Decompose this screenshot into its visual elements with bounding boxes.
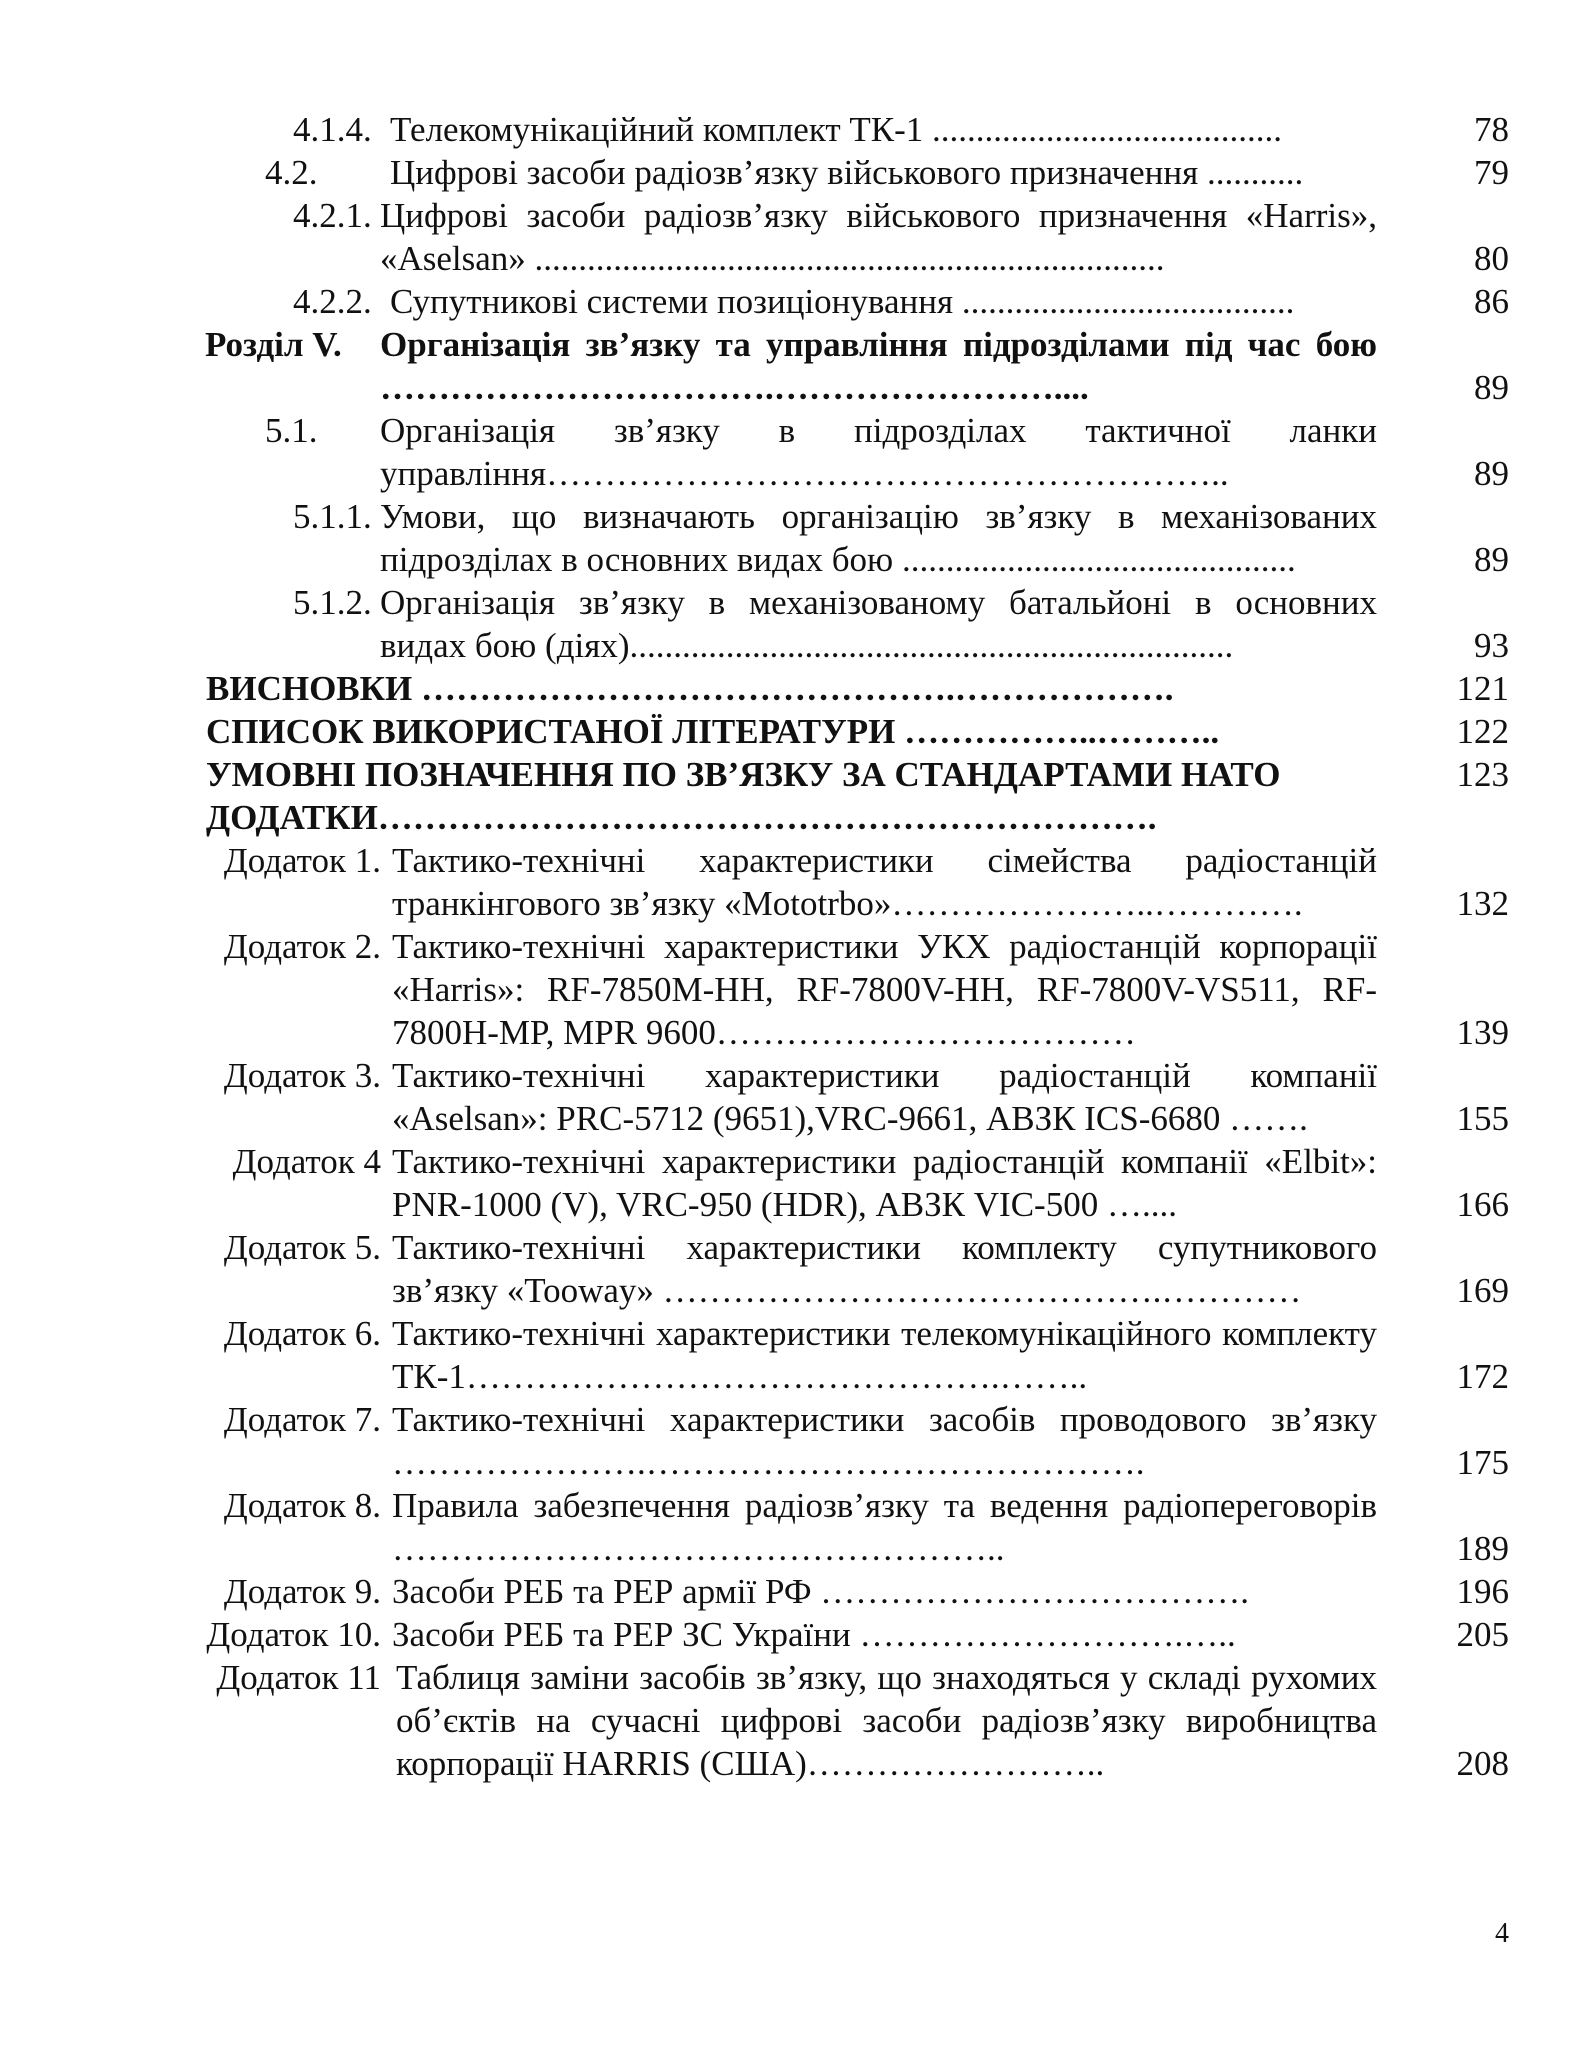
toc-entry-references xyxy=(0,710,1593,753)
toc-entry-number: Додаток 11 xyxy=(216,1658,381,1697)
toc-appendix-9 xyxy=(0,1570,1593,1613)
toc-appendix-10 xyxy=(0,1613,1593,1656)
toc-entry-title: Засоби РЕБ та РЕР ЗС України ……………………….….. xyxy=(392,1615,1236,1654)
toc-entry-number: 4.2.2. xyxy=(293,282,372,321)
toc-entry-title: Організація зв’язку та управління підрозділами під час бою …………………………….…………………….... xyxy=(380,325,1377,407)
page-number: 4 xyxy=(1495,1918,1509,1949)
toc-entry-page: 93 xyxy=(1474,626,1509,665)
toc-entry-page: 169 xyxy=(1456,1271,1509,1310)
toc-entry-title: Тактико-технічні характеристики УКХ радіостанцій корпорації «Harris»: RF-7850M-HH, RF-7800V-HH, RF-7800V-VS511, RF-7800H-MP, MPR 9600……………………………… xyxy=(392,927,1377,1052)
table-of-contents xyxy=(0,108,1593,1785)
toc-entry-page: 80 xyxy=(1474,239,1509,278)
toc-appendix-8 xyxy=(0,1484,1593,1570)
toc-entry-number: 5.1. xyxy=(265,411,318,450)
toc-entry-page: 189 xyxy=(1456,1529,1509,1568)
toc-entry-5-1-1 xyxy=(0,495,1593,581)
toc-appendix-4 xyxy=(0,1140,1593,1226)
toc-entry-title: Засоби РЕБ та РЕР армії РФ ………………………………. xyxy=(392,1572,1250,1611)
toc-entry-number: Додаток 4 xyxy=(232,1142,381,1181)
toc-entry-number: Додаток 6. xyxy=(223,1314,381,1353)
toc-appendix-1 xyxy=(0,839,1593,925)
toc-entry-5-1-2 xyxy=(0,581,1593,667)
toc-entry-title: Супутникові системи позиціонування ...................................... xyxy=(390,282,1295,321)
toc-entry-title: ДОДАТКИ…………………………………………………………. xyxy=(206,798,1157,837)
toc-entry-title: Тактико-технічні характеристики телекомунікаційного комплекту ТК-1……………………………………….…….. xyxy=(392,1314,1377,1396)
toc-entry-title: Організація зв’язку в механізованому батальйоні в основних видах бою (діях)..................................................................... xyxy=(380,583,1377,665)
toc-entry-page: 205 xyxy=(1456,1615,1509,1654)
toc-appendix-6 xyxy=(0,1312,1593,1398)
toc-entry-number: Додаток 3. xyxy=(223,1056,381,1095)
toc-appendix-7 xyxy=(0,1398,1593,1484)
toc-entry-4-2 xyxy=(0,151,1593,194)
toc-entry-title: СПИСОК ВИКОРИСТАНОЇ ЛІТЕРАТУРИ ……………..……….. xyxy=(206,712,1220,751)
toc-entry-title: Цифрові засоби радіозв’язку військового призначення ........... xyxy=(390,153,1304,192)
toc-appendix-3 xyxy=(0,1054,1593,1140)
toc-entry-number: Додаток 9. xyxy=(223,1572,381,1611)
toc-appendix-5 xyxy=(0,1226,1593,1312)
toc-entry-section-v xyxy=(0,323,1593,409)
toc-entry-number: Додаток 2. xyxy=(223,927,381,966)
toc-entry-number: 5.1.2. xyxy=(293,583,372,622)
toc-entry-4-1-4 xyxy=(0,108,1593,151)
toc-entry-number: Додаток 7. xyxy=(223,1400,381,1439)
toc-entry-number: 5.1.1. xyxy=(293,497,372,536)
toc-entry-page: 172 xyxy=(1456,1357,1509,1396)
toc-entry-page: 123 xyxy=(1456,755,1509,794)
toc-entry-4-2-2 xyxy=(0,280,1593,323)
toc-appendix-11 xyxy=(0,1656,1593,1785)
toc-entry-page: 89 xyxy=(1474,368,1509,407)
toc-appendix-2 xyxy=(0,925,1593,1054)
toc-entry-number: Додаток 10. xyxy=(206,1615,381,1654)
toc-entry-title: Тактико-технічні характеристики радіостанцій компанії «Aselsan»: PRC-5712 (9651),VRC-9661, АВЗК ICS-6680 ……. xyxy=(392,1056,1377,1138)
toc-entry-number: 4.2. xyxy=(265,153,318,192)
toc-entry-title: Тактико-технічні характеристики комплекту супутникового зв’язку «Tooway» …………………………………….………… xyxy=(392,1228,1377,1310)
toc-entry-appendices xyxy=(0,796,1593,839)
toc-entry-page: 132 xyxy=(1456,884,1509,923)
toc-entry-title: Тактико-технічні характеристики радіостанцій компанії «Elbit»: PNR-1000 (V), VRC-950 (HDR), АВЗК VIC-500 ….... xyxy=(392,1142,1377,1224)
toc-entry-page: 208 xyxy=(1456,1744,1509,1783)
toc-entry-number: 4.1.4. xyxy=(293,110,372,149)
toc-entry-conclusions xyxy=(0,667,1593,710)
toc-entry-nato-notation xyxy=(0,753,1593,796)
toc-entry-number: Додаток 5. xyxy=(223,1228,381,1267)
toc-entry-page: 78 xyxy=(1474,110,1509,149)
toc-entry-title: УМОВНІ ПОЗНАЧЕННЯ ПО ЗВ’ЯЗКУ ЗА СТАНДАРТАМИ НАТО xyxy=(206,755,1281,794)
toc-entry-page: 121 xyxy=(1456,669,1509,708)
toc-entry-page: 89 xyxy=(1474,454,1509,493)
toc-entry-title: Телекомунікаційний комплект ТК-1 ........................................ xyxy=(390,110,1283,149)
toc-entry-page: 89 xyxy=(1474,540,1509,579)
toc-entry-page: 86 xyxy=(1474,282,1509,321)
toc-entry-page: 139 xyxy=(1456,1013,1509,1052)
toc-entry-number: Розділ V. xyxy=(205,325,342,364)
toc-entry-title: Умови, що визначають організацію зв’язку в механізованих підрозділах в основних видах бою ............................................. xyxy=(380,497,1377,579)
toc-entry-page: 155 xyxy=(1456,1099,1509,1138)
toc-entry-number: Додаток 8. xyxy=(223,1486,381,1525)
toc-entry-page: 122 xyxy=(1456,712,1509,751)
toc-entry-title: Правила забезпечення радіозв’язку та ведення радіопереговорів …………………………………………….. xyxy=(392,1486,1377,1568)
toc-entry-number: 4.2.1. xyxy=(293,196,372,235)
toc-entry-number: Додаток 1. xyxy=(223,841,381,880)
toc-entry-title: Тактико-технічні характеристики засобів проводового зв’язку ………………….……………………………………. xyxy=(392,1400,1377,1482)
toc-entry-title: Організація зв’язку в підрозділах тактичної ланки управління………………………………………………….. xyxy=(380,411,1377,493)
toc-entry-title: Таблиця заміни засобів зв’язку, що знаходяться у складі рухомих об’єктів на сучасні цифрові засоби радіозв’язку виробництва корпорації HARRIS (США)…………………….. xyxy=(396,1658,1377,1783)
toc-entry-4-2-1 xyxy=(0,194,1593,280)
toc-entry-title: Тактико-технічні характеристики сімейства радіостанцій транкінгового зв’язку «Mototrbo»…………………..…………. xyxy=(392,841,1377,923)
toc-entry-title: Цифрові засоби радіозв’язку військового призначення «Harris», «Aselsan» ........................................................................ xyxy=(380,196,1377,278)
toc-entry-page: 166 xyxy=(1456,1185,1509,1224)
toc-entry-page: 79 xyxy=(1474,153,1509,192)
toc-entry-5-1 xyxy=(0,409,1593,495)
toc-entry-page: 196 xyxy=(1456,1572,1509,1611)
toc-entry-page: 175 xyxy=(1456,1443,1509,1482)
toc-entry-title: ВИСНОВКИ ……………………………………….………………. xyxy=(206,669,1174,708)
